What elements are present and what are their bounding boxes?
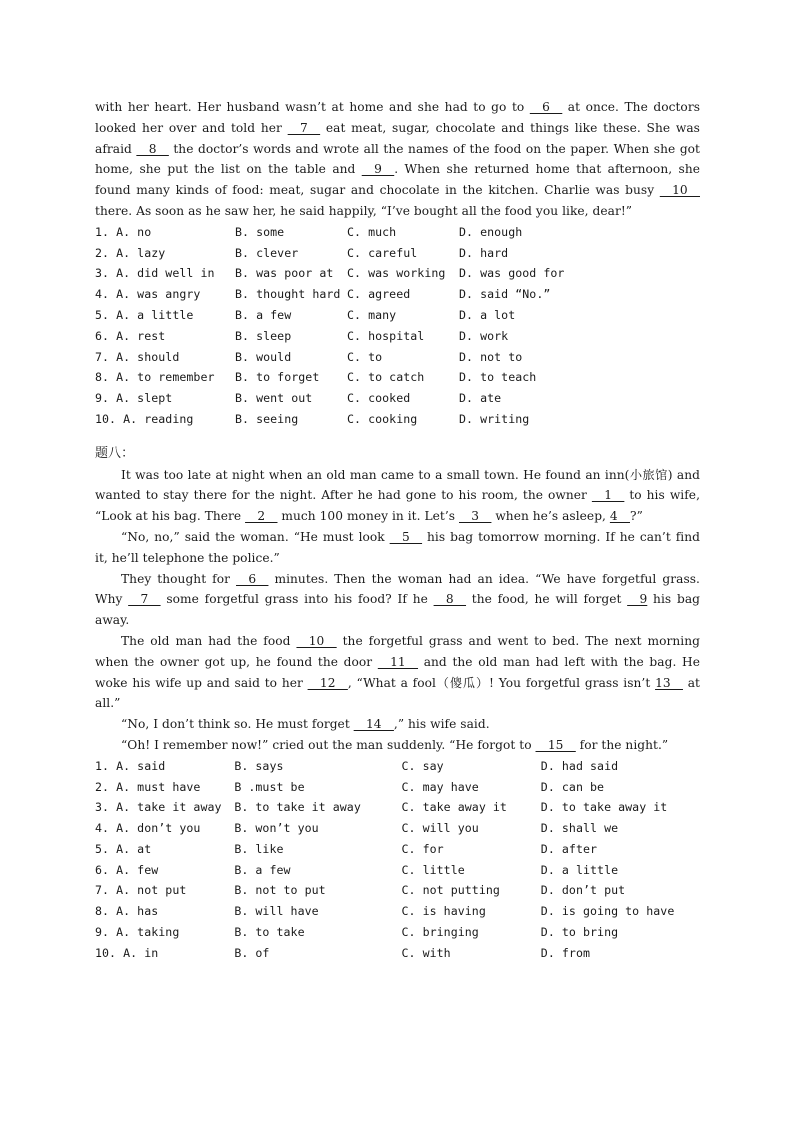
option-choice: 6. A. rest [95, 328, 166, 343]
passage-2-paragraph [95, 735, 700, 756]
option-row [95, 839, 700, 860]
option-choice: D. enough [459, 224, 523, 239]
option-row [95, 901, 700, 922]
option-choice: B. seeing [235, 411, 299, 426]
option-row [95, 305, 700, 326]
option-choice: B. thought hard [235, 287, 341, 302]
option-choice: B. would [235, 349, 292, 364]
option-choice: 3. A. take it away [95, 800, 222, 815]
text-run: some forgetful grass into his food? If he [160, 592, 434, 607]
option-choice: 7. A. should [95, 349, 180, 364]
options-list-2 [95, 756, 700, 964]
option-choice: D. to take away it [540, 800, 668, 815]
text-run: minutes. Then the woman had an idea. “We have forgetful grass. Why [95, 571, 700, 607]
option-choice: 3. A. did well in [95, 266, 215, 281]
option-choice: C. to catch [347, 370, 425, 385]
option-choice: 5. A. a little [95, 307, 194, 322]
text-run: It was too late at night when an old man came to a small town. He found an inn(小旅馆) and wanted to stay there for the night. After he had gone to his room, the owner [95, 467, 700, 503]
answer-blank: __5__ [389, 529, 423, 544]
option-choice: B. to forget [235, 370, 320, 385]
option-choice: 4. A. don’t you [95, 821, 201, 836]
answer-blank: __9__ [361, 162, 395, 177]
option-row [95, 222, 700, 243]
option-choice: C. bringing [401, 925, 479, 940]
option-choice: 5. A. at [95, 841, 152, 856]
option-row [95, 922, 700, 943]
option-choice: D. ate [459, 391, 502, 406]
text-run: much 100 money in it. Let’s [277, 509, 459, 524]
option-row [95, 880, 700, 901]
option-choice: B. not to put [234, 883, 326, 898]
option-choice: D. writing [459, 411, 530, 426]
option-choice: C. agreed [347, 287, 411, 302]
text-run: The old man had the food [121, 633, 297, 648]
answer-blank: __14__ [353, 717, 394, 732]
option-row [95, 326, 700, 347]
option-row [95, 860, 700, 881]
answer-blank: __6__ [529, 100, 563, 114]
passage-2-paragraph [95, 631, 700, 714]
text-run: the forgetful grass and went to bed. The next morning when the owner got up, he found the door [95, 633, 700, 669]
option-choice: D. had said [540, 758, 619, 773]
option-choice: B. a few [235, 307, 292, 322]
option-choice: D. to teach [459, 370, 537, 385]
passage-2-paragraph [95, 714, 700, 735]
text-run: “No, no,” said the woman. “He must look [121, 529, 390, 544]
option-choice: C. cooking [347, 411, 418, 426]
text-run: with her heart. Her husband wasn’t at home and she had to go to [95, 100, 530, 114]
option-choice: C. hospital [347, 328, 425, 343]
answer-blank: __7__ [128, 592, 161, 607]
option-choice: 4. A. was angry [95, 287, 201, 302]
option-choice: C. is having [401, 904, 486, 919]
option-choice: B. sleep [235, 328, 292, 343]
option-choice: 9. A. taking [95, 925, 180, 940]
passage-2 [95, 465, 700, 756]
option-choice: 7. A. not put [95, 883, 187, 898]
option-choice: 2. A. lazy [95, 245, 166, 260]
option-row [95, 818, 700, 839]
option-choice: C. careful [347, 245, 418, 260]
text-run: his bag tomorrow morning. If he can’t find it, he’ll telephone the police.” [95, 529, 700, 565]
answer-blank: __7__ [287, 120, 321, 135]
passage-2-paragraph [95, 465, 700, 527]
passage-1-paragraph [95, 97, 700, 222]
option-row [95, 284, 700, 305]
option-choice: B. will have [234, 904, 319, 919]
answer-blank: __10__ [296, 633, 337, 648]
answer-blank: __1__ [591, 488, 625, 503]
text-run: “No, I don’t think so. He must forget [121, 717, 354, 732]
option-choice: B. clever [235, 245, 299, 260]
text-run: at all.” [95, 675, 700, 711]
option-choice: D. after [540, 841, 598, 856]
answer-blank: __12__ [307, 675, 348, 690]
option-choice: B. of [234, 945, 270, 960]
option-choice: C. much [347, 224, 397, 239]
option-choice: C. take away it [401, 800, 507, 815]
text-run: eat meat, sugar, chocolate and things like these. She was afraid [95, 120, 700, 156]
option-choice: B. went out [235, 391, 313, 406]
answer-blank: 4__ [609, 509, 630, 524]
option-choice: 9. A. slept [95, 391, 173, 406]
option-row [95, 797, 700, 818]
option-choice: C. was working [347, 266, 446, 281]
option-choice: D. is going to have [540, 904, 675, 919]
answer-blank: 13__ [655, 675, 683, 690]
option-row [95, 243, 700, 264]
text-run: the food, he will forget [466, 592, 628, 607]
text-run: ,” his wife said. [393, 717, 490, 732]
option-row [95, 388, 700, 409]
option-row [95, 943, 700, 964]
option-choice: 8. A. has [95, 904, 159, 919]
option-row [95, 409, 700, 430]
option-choice: C. to [347, 349, 383, 364]
option-row [95, 756, 700, 777]
answer-blank: __8__ [433, 592, 467, 607]
option-choice: B. was poor at [235, 266, 334, 281]
option-row [95, 777, 700, 798]
option-choice: B. like [234, 841, 284, 856]
answer-blank: __6__ [236, 571, 269, 586]
option-choice: D. to bring [540, 925, 619, 940]
option-choice: C. many [347, 307, 397, 322]
option-choice: D. work [459, 328, 509, 343]
option-choice: D. can be [540, 779, 605, 794]
option-row [95, 263, 700, 284]
option-choice: B. a few [234, 862, 291, 877]
text-run: the doctor’s words and wrote all the names of the food on the paper. When she got home, she put the list on the table and [95, 141, 700, 177]
text-run: ?” [629, 509, 643, 524]
option-choice: C. little [401, 862, 465, 877]
option-choice: 8. A. to remember [95, 370, 215, 385]
option-choice: B. to take [234, 925, 305, 940]
text-run: at once. The doctors looked her over and told her [95, 100, 701, 135]
section-title: 题八： [95, 445, 135, 461]
option-choice: B. some [235, 224, 285, 239]
answer-blank: __15__ [535, 737, 576, 752]
option-choice: D. shall we [540, 821, 619, 836]
text-run: to his wife, “Look at his bag. There [95, 488, 700, 524]
option-choice: 1. A. said [95, 758, 166, 773]
worksheet-page [95, 97, 700, 964]
options-list-1 [95, 222, 700, 430]
text-run: and the old man had left with the bag. He woke his wife up and said to her [95, 654, 700, 690]
text-run: . When she returned home that afternoon, she found many kinds of food: meat, sugar and chocolate in the kitchen. Charlie was busy [95, 162, 700, 198]
passage-2-paragraph [95, 527, 700, 569]
answer-blank: __10__ [659, 183, 700, 198]
option-choice: D. from [540, 945, 591, 960]
option-choice: C. will you [401, 821, 479, 836]
option-choice: 10. A. reading [95, 411, 194, 426]
answer-blank: __2__ [245, 509, 278, 524]
option-choice: C. cooked [347, 391, 411, 406]
option-choice: C. with [401, 945, 451, 960]
option-row [95, 367, 700, 388]
option-choice: B. to take it away [234, 800, 361, 815]
option-choice: 6. A. few [95, 862, 159, 877]
option-choice: D. a little [540, 862, 619, 877]
option-row [95, 347, 700, 368]
text-run: his bag away. [95, 592, 700, 628]
option-choice: D. said “No.” [459, 287, 551, 302]
option-choice: D. a lot [459, 307, 516, 322]
answer-blank: __8__ [136, 141, 169, 156]
option-choice: C. say [401, 758, 444, 773]
passage-2-paragraph [95, 569, 700, 631]
option-choice: B. won’t you [234, 821, 319, 836]
answer-blank: __11__ [377, 654, 419, 669]
option-choice: B. says [234, 758, 284, 773]
text-run: , “What a fool（傻瓜）! You forgetful grass isn’t [347, 675, 656, 690]
option-choice: D. was good for [459, 266, 565, 281]
answer-blank: __9 [627, 592, 648, 607]
option-choice: 2. A. must have [95, 779, 201, 794]
text-run: for the night.” [575, 737, 669, 752]
text-run: there. As soon as he saw her, he said happily, “I’ve bought all the food you like, dear!” [95, 203, 633, 218]
option-choice: 10. A. in [95, 945, 159, 960]
option-choice: D. not to [459, 349, 523, 364]
option-choice: D. don’t put [540, 883, 626, 898]
option-choice: C. for [401, 841, 444, 856]
option-choice: D. hard [459, 245, 509, 260]
option-choice: C. may have [401, 779, 479, 794]
option-choice: C. not putting [401, 883, 500, 898]
answer-blank: __3__ [459, 509, 492, 524]
text-run: “Oh! I remember now!” cried out the man suddenly. “He forgot to [121, 737, 536, 752]
text-run: They thought for [121, 571, 237, 586]
option-choice: 1. A. no [95, 224, 152, 239]
option-choice: B .must be [234, 779, 305, 794]
text-run: when he’s asleep, [491, 509, 610, 524]
